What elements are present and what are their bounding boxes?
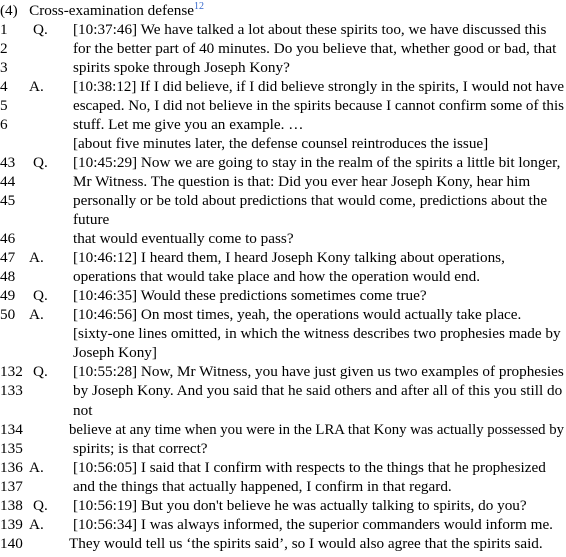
line-number: 135	[0, 439, 23, 457]
transcript-line: [10:46:12] I heard them, I heard Joseph Kony talking about operations,	[73, 249, 505, 267]
transcript-line: [10:46:56] On most times, yeah, the operations would actually take place.	[73, 306, 522, 324]
line-number: 6	[0, 115, 8, 133]
speaker-question: Q.	[33, 287, 48, 305]
speaker-answer: A.	[29, 249, 44, 267]
transcript-note: future	[73, 211, 110, 228]
speaker-answer: A.	[29, 77, 44, 95]
line-number: 5	[0, 96, 8, 114]
line-number: 2	[0, 39, 8, 57]
speaker-answer: A.	[29, 458, 44, 476]
example-heading	[0, 1, 204, 20]
line-number: 47	[0, 249, 16, 267]
line-number: 46	[0, 230, 16, 248]
transcript-line: They would tell us ‘the spirits said’, so I would also agree that the spirits said.	[69, 534, 543, 552]
transcript-line: believe at any time when you were in the LRA that Kony was actually possessed by	[69, 420, 564, 438]
line-number: 140	[0, 534, 23, 552]
transcript-line: [10:56:05] I said that I confirm with respects to the things that he prophesized	[73, 458, 546, 476]
transcript-line: [10:37:46] We have talked a lot about these spirits too, we have discussed this	[73, 20, 547, 38]
transcript-line: [10:56:19] But you don't believe he was actually talking to spirits, do you?	[73, 496, 527, 514]
transcript-line: [10:56:34] I was always informed, the superior commanders would inform me.	[73, 515, 553, 533]
transcript-line: by Joseph Kony. And you said that he said others and after all of this you still do	[73, 382, 563, 400]
line-number: 50	[0, 306, 16, 324]
transcript-line: [10:38:12] If I did believe, if I did believe strongly in the spirits, I would not have	[73, 77, 565, 95]
speaker-question: Q.	[33, 153, 48, 171]
line-number: 48	[0, 268, 16, 286]
line-number: 133	[0, 382, 23, 400]
transcript-note: not	[73, 401, 93, 419]
transcript-note: [about five minutes later, the defense counsel reintroduces the issue]	[73, 134, 489, 152]
transcript-line: and the things that actually happened, I confirm in that regard.	[73, 477, 452, 495]
transcript-line: Mr Witness. The question is that: Did you ever hear Joseph Kony, hear him	[73, 172, 531, 190]
transcript-line: that would eventually come to pass?	[73, 230, 294, 248]
line-number: 137	[0, 477, 23, 495]
example-title: Cross-examination defense	[29, 2, 195, 19]
line-number: 44	[0, 172, 16, 190]
transcript-line: stuff. Let me give you an example. …	[73, 115, 304, 133]
speaker-question: Q.	[33, 363, 48, 381]
line-number: 1	[0, 20, 8, 38]
speaker-answer: A.	[29, 306, 44, 324]
transcript-line: [10:55:28] Now, Mr Witness, you have just given us two examples of prophesies	[73, 363, 564, 381]
transcript-line: escaped. No, I did not believe in the spirits because I cannot confirm some of this	[73, 96, 565, 114]
line-number: 134	[0, 420, 23, 438]
transcript-note: [sixty-one lines omitted, in which the witness describes two prophesies made by	[73, 325, 561, 343]
transcript-line: personally or be told about predictions that would come, predictions about the	[73, 191, 548, 209]
line-number: 3	[0, 58, 8, 76]
line-number: 136	[0, 458, 23, 476]
line-number: 138	[0, 496, 23, 514]
transcript-line: for the better part of 40 minutes. Do you believe that, whether good or bad, that	[73, 39, 557, 57]
example-label: (4)	[0, 2, 18, 19]
line-number: 49	[0, 287, 16, 305]
transcript-note: Joseph Kony]	[73, 344, 157, 362]
footnote-reference[interactable]: 12	[194, 0, 205, 12]
line-number: 45	[0, 191, 16, 209]
transcript-line: [10:45:29] Now we are going to stay in the realm of the spirits a little bit longer,	[73, 153, 561, 171]
speaker-answer: A.	[29, 515, 44, 533]
transcript-line: [10:46:35] Would these predictions sometimes come true?	[73, 287, 427, 305]
speaker-question: Q.	[33, 20, 48, 38]
line-number: 43	[0, 153, 16, 171]
transcript-line: spirits spoke through Joseph Kony?	[73, 58, 290, 76]
transcript-line: operations that would take place and how the operation would end.	[73, 268, 480, 286]
line-number: 132	[0, 363, 23, 381]
transcript-line: spirits; is that correct?	[73, 439, 208, 457]
line-number: 139	[0, 515, 23, 533]
speaker-question: Q.	[33, 496, 48, 514]
line-number: 4	[0, 77, 8, 95]
